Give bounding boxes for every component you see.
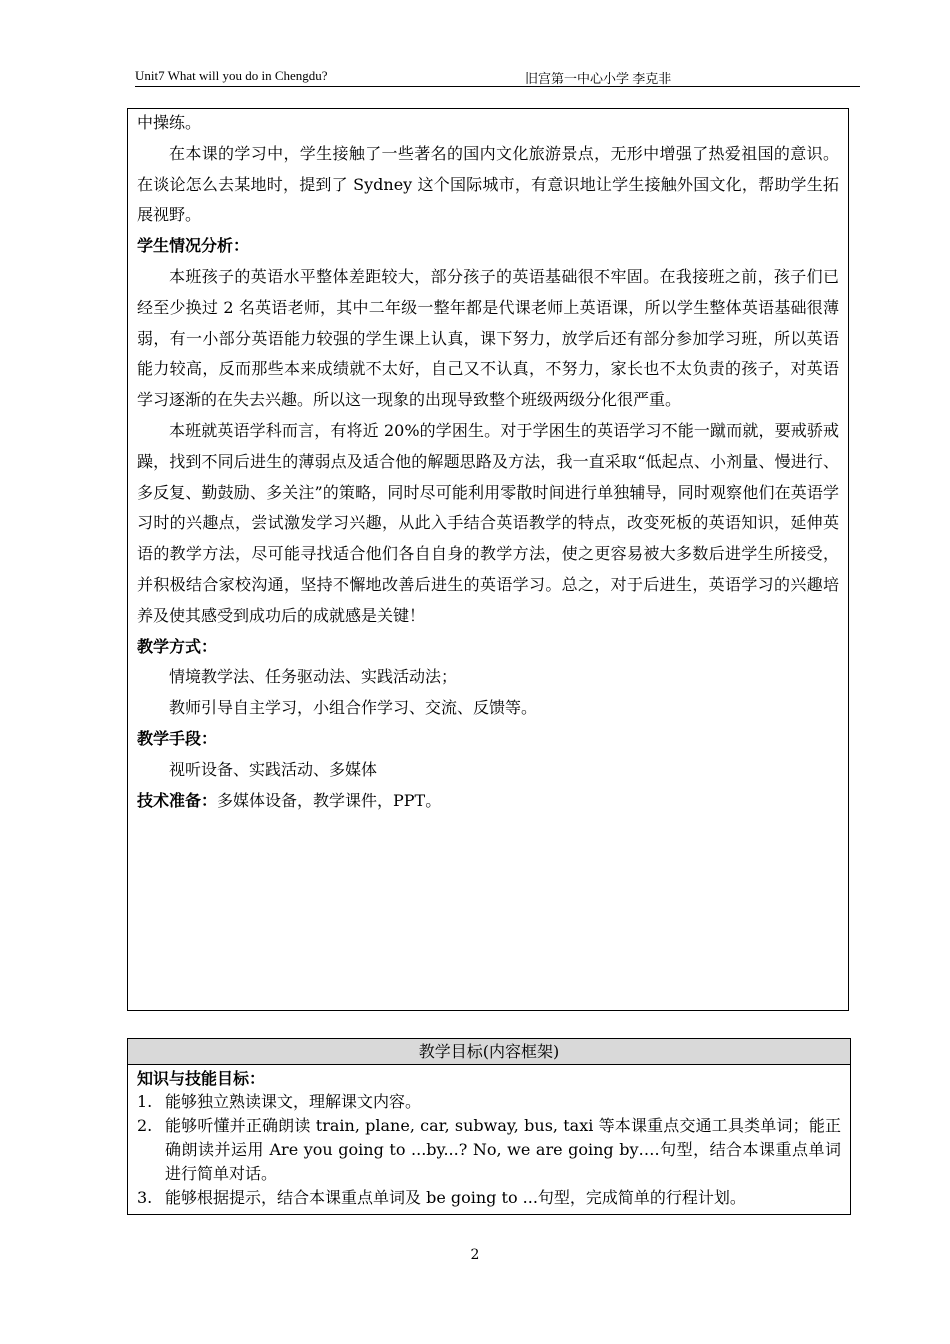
heading-teaching-means: 教学手段： [137,728,218,748]
objectives-table-header: 教学目标(内容框架) [128,1039,850,1065]
paragraph-culture: 在本课的学习中，学生接触了一些著名的国内文化旅游景点，无形中增强了热爱祖国的意识。在谈论怎么去某地时，提到了 Sydney 这个国际城市，有意识地让学生接触外国文化，帮助学生拓展视野。 [137,143,839,225]
objectives-content [128,1065,850,1210]
page-number: 2 [470,1247,480,1263]
analysis-box [127,108,849,1011]
means-line: 视听设备、实践活动、多媒体 [169,759,378,779]
objective-text: 能够独立熟读课文，理解课文内容。 [165,1092,422,1111]
heading-tech-prep: 技术准备： [137,790,218,810]
paragraph-continuation: 中操练。 [137,113,202,132]
heading-teaching-methods: 教学方式： [137,636,218,656]
tech-prep-text: 多媒体设备，教学课件，PPT。 [217,790,442,810]
objective-item [137,1114,841,1186]
header-unit-title: Unit7 What will you do in Chengdu? [135,68,328,83]
objective-number: 1. [137,1092,153,1111]
heading-knowledge-skills: 知识与技能目标： [137,1069,266,1088]
method-line-1: 情境教学法、任务驱动法、实践活动法； [169,667,458,687]
paragraph-struggling-students: 本班就英语学科而言，有将近 20%的学困生。对于学困生的英语学习不能一蹴而就，要戒骄戒躁，找到不同后进生的薄弱点及适合他的解题思路及方法，我一直采取“低起点、小剂量、慢进行、多反复、勤鼓励、多关注”的策略，同时尽可能利用零散时间进行单独辅导，同时观察他们在英语学习时的兴趣点，尝试激发学习兴趣，从此入手结合英语教学的特点，改变死板的英语知识，延伸英语的教学方法，尽可能寻找适合他们各自自身的教学方法，使之更容易被大多数后进学生所接受，并积极结合家校沟通，坚持不懈地改善后进生的英语学习。总之，对于后进生，英语学习的兴趣培养及使其感受到成功后的成就感是关键！ [137,420,839,625]
method-line-2: 教师引导自主学习，小组合作学习、交流、反馈等。 [169,698,538,718]
page-header [135,64,860,87]
objective-text: 能够根据提示，结合本课重点单词及 be going to ...句型，完成简单的行程计划。 [165,1188,746,1207]
objective-item [137,1186,841,1210]
tech-prep-line [137,786,839,817]
objectives-table [127,1038,851,1215]
objective-number: 3. [137,1188,153,1207]
objective-item [137,1090,841,1114]
paragraph-class-level: 本班孩子的英语水平整体差距较大，部分孩子的英语基础很不牢固。在我接班之前，孩子们已经至少换过 2 名英语老师，其中二年级一整年都是代课老师上英语课，所以学生整体英语基础很薄弱，有一小部分英语能力较强的学生课上认真，课下努力，放学后还有部分参加学习班，所以英语能力较高，反而那些本来成绩就不太好，自己又不认真，不努力，家长也不太负责的孩子，对英语学习逐渐的在失去兴趣。所以这一现象的出现导致整个班级两级分化很严重。 [137,266,839,410]
header-school-author: 旧宫第一中心小学 李克非 [525,71,672,86]
objective-text: 能够听懂并正确朗读 train, plane, car, subway, bus, taxi 等本课重点交通工具类单词；能正确朗读并运用 Are you going to ...by...? No, we are going by….句型，结合本课重点单词进行简单对话。 [165,1116,841,1183]
objective-number: 2. [137,1116,153,1135]
heading-student-analysis: 学生情况分析： [137,236,250,256]
